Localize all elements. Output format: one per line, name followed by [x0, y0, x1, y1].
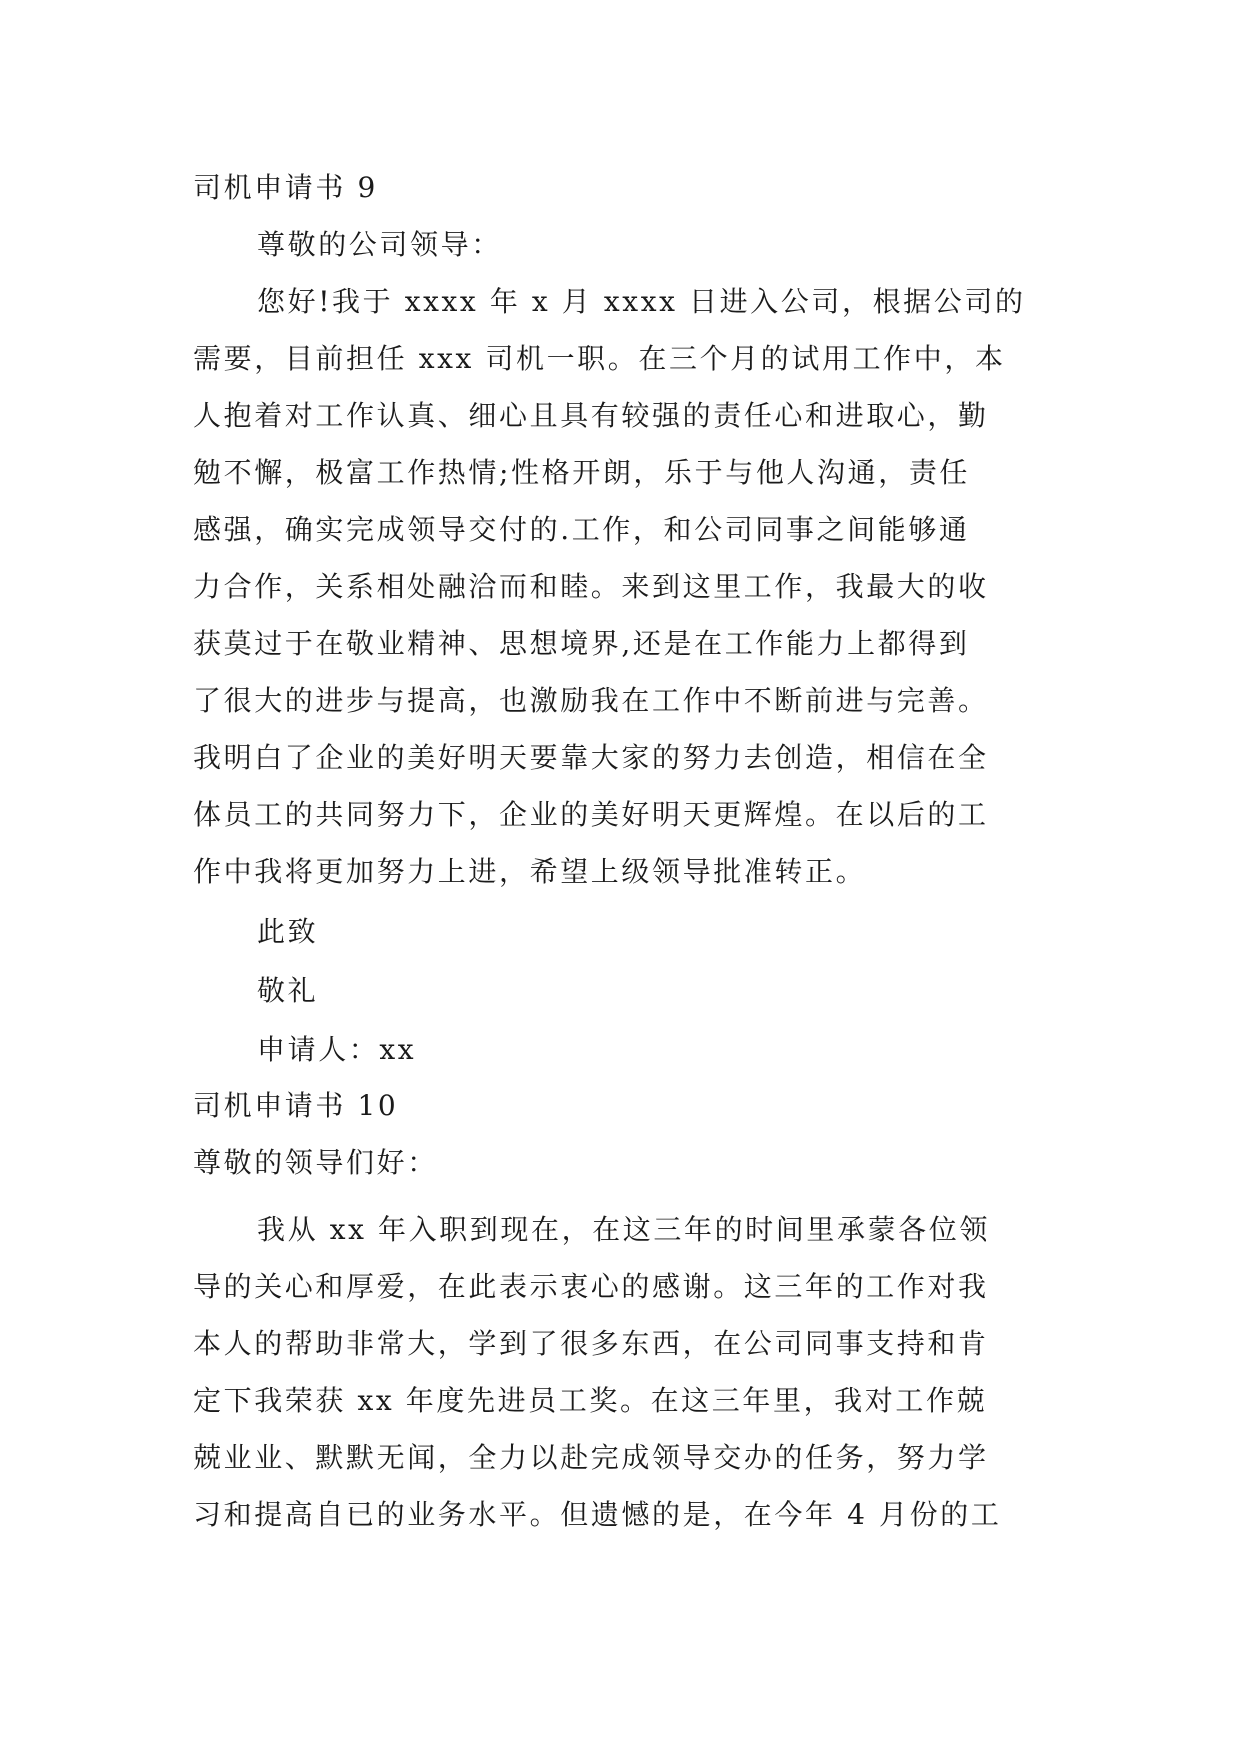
section9-body-line: 您好!我于 xxxx 年 x 月 xxxx 日进入公司，根据公司的: [257, 285, 1026, 318]
section9-body-line: 勉不懈，极富工作热情;性格开朗，乐于与他人沟通，责任: [193, 456, 971, 489]
section10-body-line: 兢业业、默默无闻，全力以赴完成领导交办的任务，努力学: [193, 1441, 989, 1474]
section9-body-line: 获莫过于在敬业精神、思想境界,还是在工作能力上都得到: [193, 627, 970, 660]
section10-title: 司机申请书 10: [193, 1089, 399, 1122]
section9-body-line: 人抱着对工作认真、细心且具有较强的责任心和进取心，勤: [193, 399, 989, 432]
section9-salutation: 尊敬的公司领导：: [257, 228, 502, 261]
section10-body-line: 我从 xx 年入职到现在，在这三年的时间里承蒙各位领: [257, 1213, 990, 1246]
section10-body-line: 习和提高自已的业务水平。但遗憾的是，在今年 4 月份的工: [193, 1498, 1002, 1531]
section9-body-line: 感强，确实完成领导交付的.工作，和公司同事之间能够通: [193, 513, 970, 546]
section9-closing-1: 此致: [257, 915, 319, 948]
section9-body-line: 力合作，关系相处融洽而和睦。来到这里工作，我最大的收: [193, 570, 989, 603]
section10-body-line: 导的关心和厚爱，在此表示衷心的感谢。这三年的工作对我: [193, 1270, 989, 1303]
section9-signature: 申请人：xx: [257, 1033, 417, 1066]
section10-body-line: 本人的帮助非常大，学到了很多东西，在公司同事支持和肯: [193, 1327, 989, 1360]
section9-closing-2: 敬礼: [257, 974, 319, 1007]
section10-salutation: 尊敬的领导们好：: [193, 1146, 438, 1179]
section9-body-line: 需要，目前担任 xxx 司机一职。在三个月的试用工作中，本: [193, 342, 1006, 375]
section9-body-line: 体员工的共同努力下，企业的美好明天更辉煌。在以后的工: [193, 798, 989, 831]
section9-title: 司机申请书 9: [193, 171, 378, 204]
section9-body-line: 了很大的进步与提高，也激励我在工作中不断前进与完善。: [193, 684, 989, 717]
section9-body-line: 作中我将更加努力上进，希望上级领导批准转正。: [193, 855, 867, 888]
section10-body-line: 定下我荣获 xx 年度先进员工奖。在这三年里，我对工作兢: [193, 1384, 988, 1417]
section9-body-line: 我明白了企业的美好明天要靠大家的努力去创造，相信在全: [193, 741, 989, 774]
